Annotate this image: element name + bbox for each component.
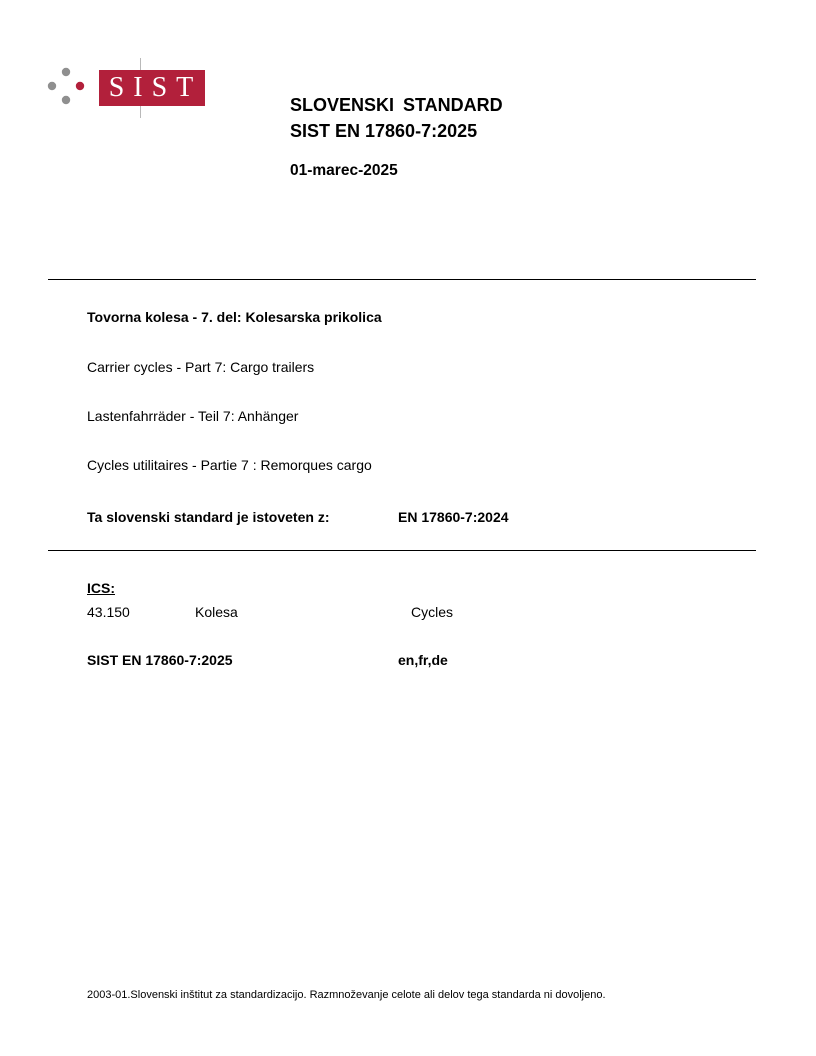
ics-code: 43.150 (87, 604, 130, 620)
top-divider (48, 279, 756, 280)
publication-date: 01-marec-2025 (290, 162, 398, 179)
identical-label: Ta slovenski standard je istoveten z: (87, 509, 330, 525)
standard-code-heading: SIST EN 17860-7:2025 (290, 121, 478, 141)
standard-code: SIST EN 17860-7:2025 (87, 652, 233, 668)
copyright-footer: 2003-01.Slovenski inštitut za standardizacijo. Razmnoževanje celote ali delov tega standarda ni dovoljeno. (87, 989, 606, 1001)
identical-standard: EN 17860-7:2024 (398, 509, 509, 525)
ics-description-slovenian: Kolesa (195, 604, 238, 620)
ics-description-english: Cycles (411, 604, 454, 620)
logo-dots-icon (44, 64, 94, 114)
ics-label: ICS: (87, 580, 115, 596)
standard-languages: en,fr,de (398, 652, 448, 668)
sist-logo: SIST (99, 70, 205, 106)
title-german: Lastenfahrräder - Teil 7: Anhänger (87, 408, 299, 424)
bottom-divider (48, 550, 756, 551)
title-french: Cycles utilitaires - Partie 7 : Remorques cargo (87, 457, 372, 473)
standard-type-heading: SLOVENSKI STANDARD (290, 95, 503, 115)
title-english: Carrier cycles - Part 7: Cargo trailers (87, 359, 315, 375)
title-slovenian: Tovorna kolesa - 7. del: Kolesarska prikolica (87, 309, 382, 325)
